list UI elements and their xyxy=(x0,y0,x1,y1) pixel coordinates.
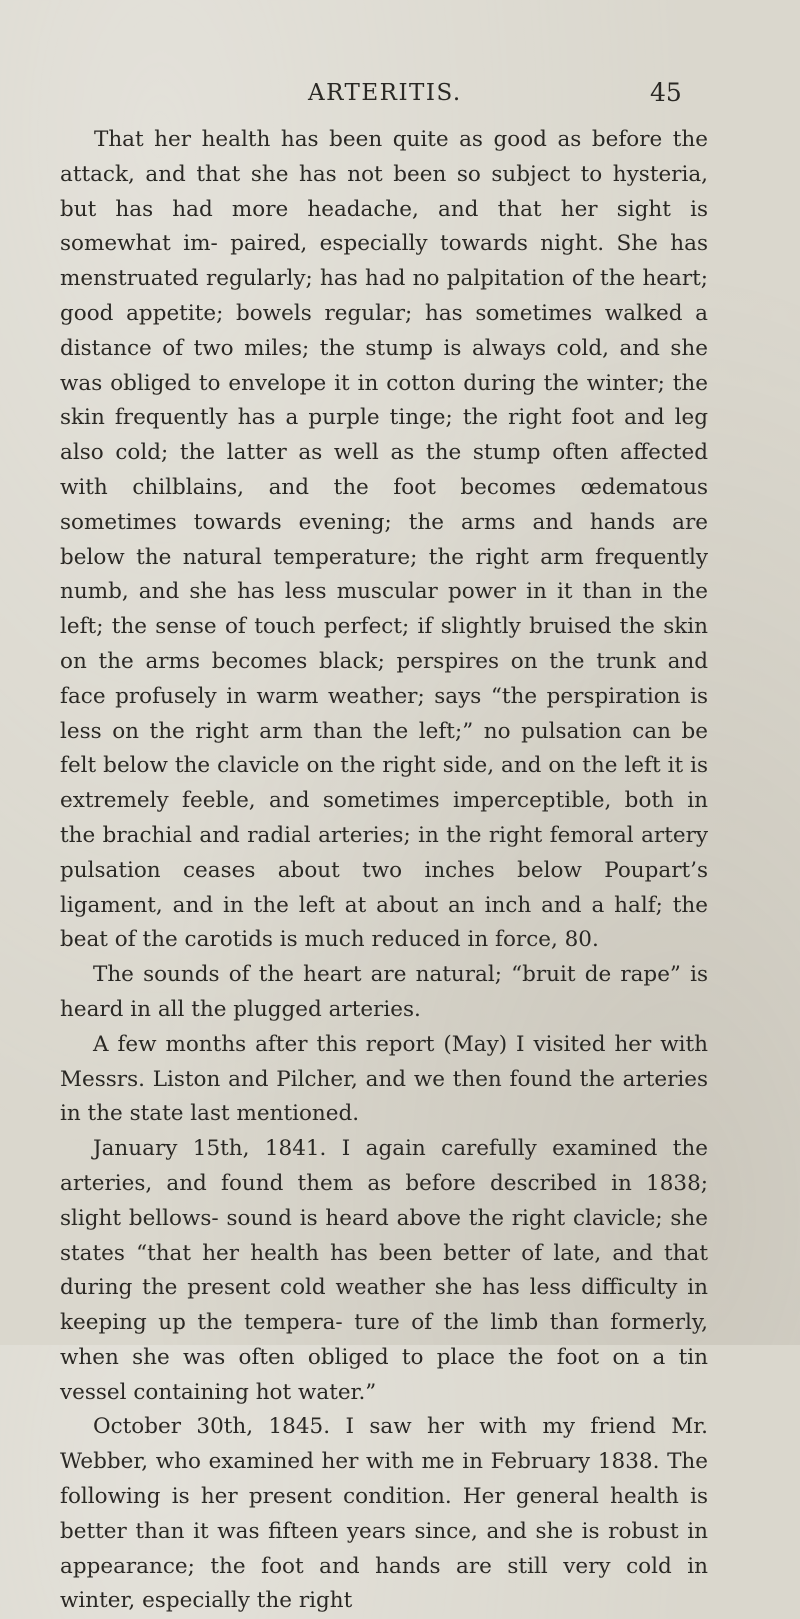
paragraph-patient-report: That her health has been quite as good as before the attack, and that she has not been so subject to hysteria, but has had more headache, and that her sight is somewhat im- paired, especially towards night. She has menstruated regularly; has had no palpitation of the heart; good appetite; bowels regular; has sometimes walked a distance of two miles; the stump is always cold, and she was obliged to envelope it in cotton during the winter; the skin frequently has a purple tinge; the right foot and leg also cold; the latter as well as the stump often affected with chilblains, and the foot becomes œdematous sometimes towards evening; the arms and hands are below the natural temperature; the right arm frequently numb, and she has less muscular power in it than in the left; the sense of touch perfect; if slightly bruised the skin on the arms becomes black; perspires on the trunk and face profusely in warm weather; says “the perspiration is less on the right arm than the left;” no pulsation can be felt below the clavicle on the right side, and on the left it is extremely feeble, and sometimes imperceptible, both in the brachial and radial arteries; in the right femoral artery pulsation ceases about two inches below Poupart’s ligament, and in the left at about an inch and a half; the beat of the carotids is much reduced in force, 80. xyxy=(60,127,708,953)
page-header xyxy=(0,78,800,118)
body-text xyxy=(60,123,708,1619)
running-title: ARTERITIS. xyxy=(308,80,462,106)
paragraph-january-1841: January 15th, 1841. I again carefully examined the arteries, and found them as before described in 1838; slight bellows- sound is heard above the right clavicle; she states “that her health has been better of late, and that during the present cold weather she has less difficulty in keeping up the tempera- ture of the limb than formerly, when she was often obliged to place the foot on a tin vessel containing hot water.” xyxy=(60,1136,708,1405)
paragraph-heart-sounds: The sounds of the heart are natural; “bruit de rape” is heard in all the plugged arteries. xyxy=(60,962,708,1022)
page-number: 45 xyxy=(650,78,682,107)
paragraph-may-visit: A few months after this report (May) I visited her with Messrs. Liston and Pilcher, and we then found the arteries in the state last mentioned. xyxy=(60,1031,708,1127)
paragraph-october-1845: October 30th, 1845. I saw her with my friend Mr. Webber, who examined her with me in February 1838. The following is her present condition. Her general health is better than it was fifteen years since, and she is robust in appearance; the foot and hands are still very cold in winter, especially the right xyxy=(60,1414,708,1614)
